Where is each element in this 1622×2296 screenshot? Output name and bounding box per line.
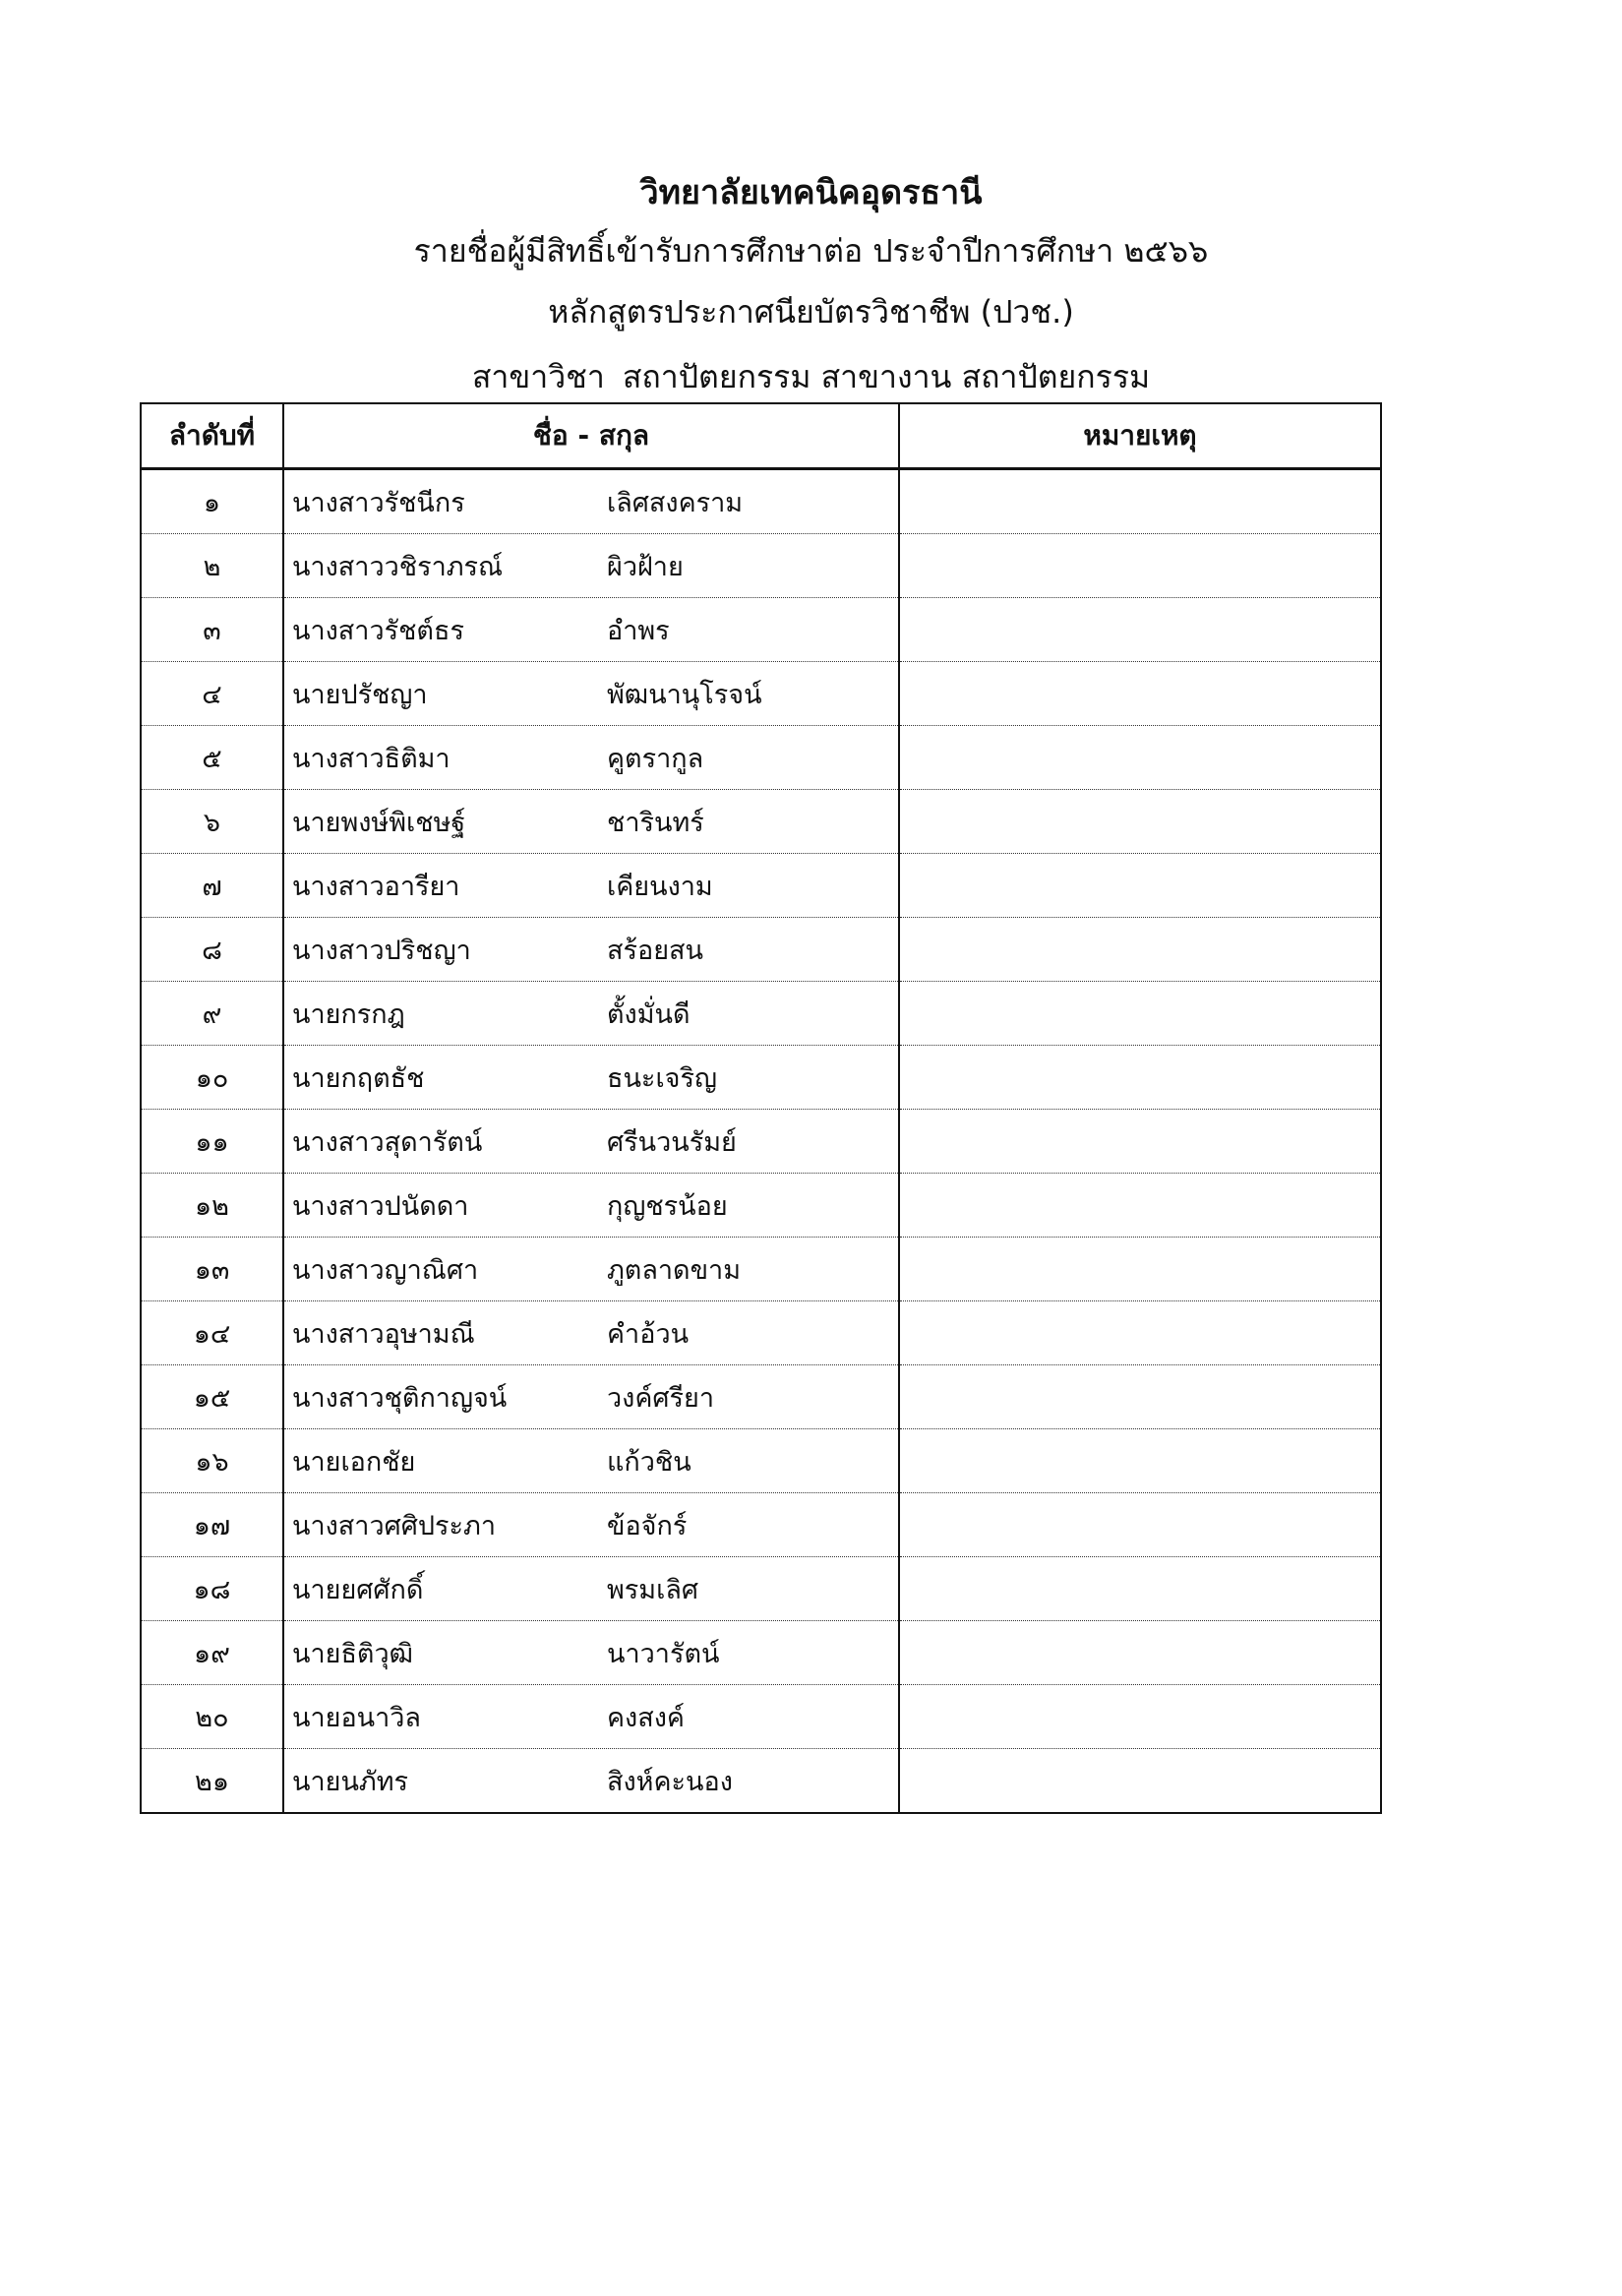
first-name: นายธิติวุฒิ <box>292 1638 414 1669</box>
last-name: คงสงค์ <box>607 1702 685 1733</box>
institution-title: วิทยาลัยเทคนิคอุดรธานี <box>639 173 983 212</box>
row-number: ๗ <box>141 854 283 918</box>
row-number: ๑๙ <box>141 1621 283 1685</box>
last-name: เลิศสงคราม <box>607 487 744 518</box>
row-remark <box>899 469 1381 534</box>
last-name: นาวารัตน์ <box>607 1638 720 1669</box>
row-name-cell <box>283 1046 899 1110</box>
table-row <box>141 1557 1381 1621</box>
row-name-cell <box>283 982 899 1046</box>
document-subtitle: รายชื่อผู้มีสิทธิ์เข้ารับการศึกษาต่อ ประจำปีการศึกษา ๒๕๖๖ <box>413 232 1209 270</box>
row-remark <box>899 1110 1381 1174</box>
row-name-cell <box>283 790 899 854</box>
last-name: ผิวฝ้าย <box>607 551 684 582</box>
track-value: สถาปัตยกรรม <box>961 358 1151 395</box>
first-name: นายปรัชญา <box>292 679 428 710</box>
last-name: ตั้งมั่นดี <box>607 998 691 1030</box>
row-name-cell <box>283 918 899 982</box>
column-header-remark: หมายเหตุ <box>899 403 1381 469</box>
first-name: นายพงษ์พิเชษฐ์ <box>292 807 466 838</box>
last-name: คำอ้วน <box>607 1318 690 1350</box>
first-name: นายยศศักดิ์ <box>292 1574 424 1605</box>
row-name-cell <box>283 598 899 662</box>
row-number: ๑๔ <box>141 1301 283 1365</box>
row-number: ๑๑ <box>141 1110 283 1174</box>
column-header-number: ลำดับที่ <box>141 403 283 469</box>
row-remark <box>899 1174 1381 1238</box>
row-remark <box>899 662 1381 726</box>
last-name: กุญชรน้อย <box>607 1190 728 1222</box>
first-name: นางสาวญาณิศา <box>292 1254 479 1286</box>
row-number: ๒ <box>141 534 283 598</box>
column-header-name: ชื่อ - สกุล <box>283 403 899 469</box>
last-name: พรมเลิศ <box>607 1574 699 1605</box>
row-number: ๕ <box>141 726 283 790</box>
row-number: ๔ <box>141 662 283 726</box>
last-name: พัฒนานุโรจน์ <box>607 679 762 710</box>
table-row <box>141 662 1381 726</box>
table-row <box>141 598 1381 662</box>
table-row <box>141 1749 1381 1814</box>
row-remark <box>899 1749 1381 1814</box>
row-name-cell <box>283 469 899 534</box>
table-row <box>141 1301 1381 1365</box>
first-name: นายอนาวิล <box>292 1702 421 1733</box>
last-name: ชารินทร์ <box>607 807 704 838</box>
row-remark <box>899 1557 1381 1621</box>
table-row <box>141 1429 1381 1493</box>
last-name: สิงห์คะนอง <box>607 1766 733 1797</box>
table-row <box>141 1046 1381 1110</box>
track-label: สาขางาน <box>820 358 952 395</box>
row-remark <box>899 1429 1381 1493</box>
row-remark <box>899 1685 1381 1749</box>
row-number: ๓ <box>141 598 283 662</box>
row-number: ๖ <box>141 790 283 854</box>
first-name: นายเอกชัย <box>292 1446 416 1478</box>
table-row <box>141 1238 1381 1301</box>
table-row <box>141 534 1381 598</box>
table-row <box>141 790 1381 854</box>
last-name: แก้วชิน <box>607 1446 691 1478</box>
row-name-cell <box>283 1429 899 1493</box>
row-remark <box>899 1365 1381 1429</box>
row-remark <box>899 854 1381 918</box>
row-number: ๑๕ <box>141 1365 283 1429</box>
row-name-cell <box>283 1621 899 1685</box>
row-number: ๑๓ <box>141 1238 283 1301</box>
table-row <box>141 1621 1381 1685</box>
row-name-cell <box>283 854 899 918</box>
row-remark <box>899 1493 1381 1557</box>
table-row <box>141 1365 1381 1429</box>
row-name-cell <box>283 1174 899 1238</box>
row-name-cell <box>283 534 899 598</box>
row-name-cell <box>283 1557 899 1621</box>
row-number: ๑๘ <box>141 1557 283 1621</box>
row-remark <box>899 534 1381 598</box>
row-remark <box>899 918 1381 982</box>
table-row <box>141 982 1381 1046</box>
table-row <box>141 726 1381 790</box>
first-name: นางสาวศศิประภา <box>292 1510 496 1541</box>
row-name-cell <box>283 726 899 790</box>
row-remark <box>899 726 1381 790</box>
table-row <box>141 1493 1381 1557</box>
row-number: ๑๗ <box>141 1493 283 1557</box>
student-table <box>140 402 1382 1814</box>
last-name: ศรีนวนรัมย์ <box>607 1126 737 1158</box>
row-remark <box>899 1301 1381 1365</box>
row-number: ๑๐ <box>141 1046 283 1110</box>
first-name: นางสาววชิราภรณ์ <box>292 551 504 582</box>
table-header-row <box>141 403 1381 469</box>
row-name-cell <box>283 1365 899 1429</box>
last-name: ข้อจักร์ <box>607 1510 688 1541</box>
row-number: ๒๑ <box>141 1749 283 1814</box>
row-remark <box>899 1621 1381 1685</box>
first-name: นางสาวชุติกาญจน์ <box>292 1382 508 1414</box>
row-name-cell <box>283 1749 899 1814</box>
row-remark <box>899 790 1381 854</box>
row-name-cell <box>283 1238 899 1301</box>
table-row <box>141 469 1381 534</box>
last-name: ภูตลาดขาม <box>607 1254 741 1286</box>
department-line <box>0 352 1622 402</box>
row-number: ๑๒ <box>141 1174 283 1238</box>
first-name: นางสาวปนัดดา <box>292 1190 469 1222</box>
row-number: ๑ <box>141 469 283 534</box>
first-name: นายกรกฎ <box>292 998 405 1030</box>
department-value: สถาปัตยกรรม <box>622 358 811 395</box>
first-name: นางสาวอุษามณี <box>292 1318 475 1350</box>
first-name: นายนภัทร <box>292 1766 408 1797</box>
row-number: ๘ <box>141 918 283 982</box>
row-name-cell <box>283 1110 899 1174</box>
first-name: นางสาวสุดารัตน์ <box>292 1126 483 1158</box>
program-title: หลักสูตรประกาศนียบัตรวิชาชีพ (ปวช.) <box>548 293 1074 331</box>
row-number: ๒๐ <box>141 1685 283 1749</box>
last-name: เคียนงาม <box>607 871 713 902</box>
last-name: ธนะเจริญ <box>607 1062 717 1094</box>
last-name: อำพร <box>607 615 670 646</box>
table-row <box>141 1174 1381 1238</box>
department-label: สาขาวิชา <box>471 358 605 395</box>
last-name: คูตรากูล <box>607 743 704 774</box>
row-name-cell <box>283 1301 899 1365</box>
table-row <box>141 1110 1381 1174</box>
table-body <box>141 469 1381 1814</box>
row-remark <box>899 982 1381 1046</box>
first-name: นางสาวรัชต์ธร <box>292 615 464 646</box>
row-name-cell <box>283 662 899 726</box>
row-number: ๙ <box>141 982 283 1046</box>
row-remark <box>899 598 1381 662</box>
first-name: นางสาวปริชญา <box>292 935 471 966</box>
first-name: นางสาวธิติมา <box>292 743 451 774</box>
first-name: นางสาวอารียา <box>292 871 460 902</box>
row-name-cell <box>283 1685 899 1749</box>
row-remark <box>899 1046 1381 1110</box>
last-name: วงค์ศรียา <box>607 1382 715 1414</box>
row-number: ๑๖ <box>141 1429 283 1493</box>
first-name: นางสาวรัชนีกร <box>292 487 465 518</box>
last-name: สร้อยสน <box>607 935 703 966</box>
table-row <box>141 854 1381 918</box>
table-row <box>141 1685 1381 1749</box>
first-name: นายกฤตธัช <box>292 1062 425 1094</box>
row-remark <box>899 1238 1381 1301</box>
table-row <box>141 918 1381 982</box>
row-name-cell <box>283 1493 899 1557</box>
